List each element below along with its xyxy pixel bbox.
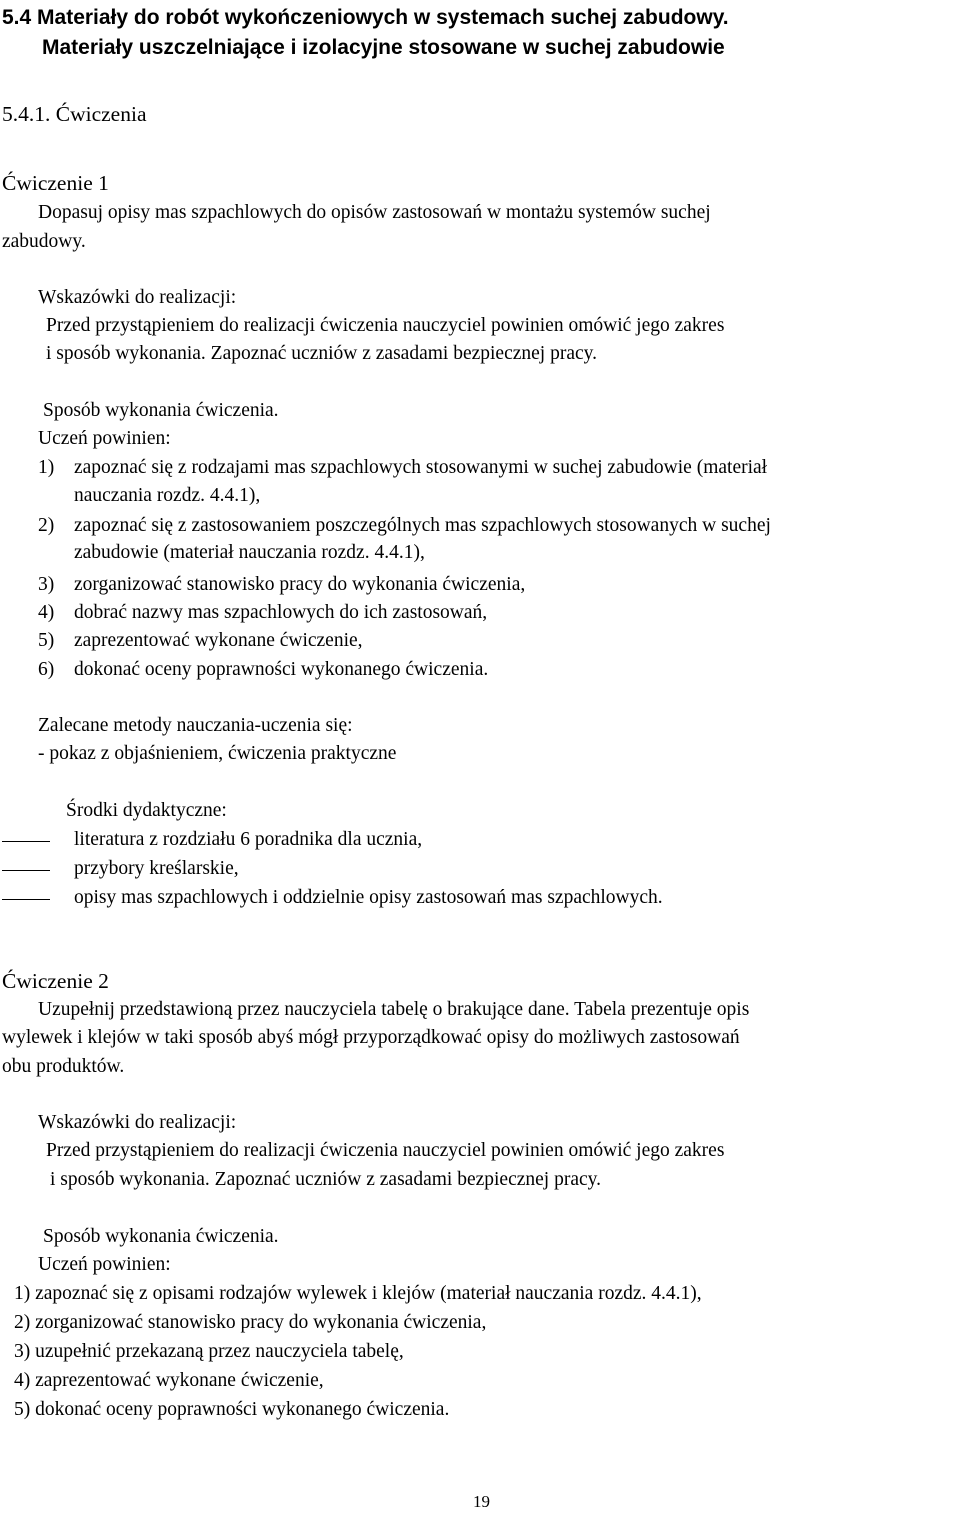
exercise-2-description-cont: obu produktów.: [2, 1056, 125, 1077]
dash-bullet: [2, 899, 50, 900]
list-item-number: 2): [38, 515, 55, 536]
dash-bullet: [2, 870, 50, 871]
list-item: 2) zorganizować stanowisko pracy do wykonania ćwiczenia,: [14, 1312, 487, 1333]
list-item-text-cont: zabudowie (materiał nauczania rozdz. 4.4.1),: [74, 542, 425, 563]
exercise-2-student-label: Uczeń powinien:: [38, 1254, 171, 1275]
exercise-2-method-label: Sposób wykonania ćwiczenia.: [43, 1226, 279, 1247]
list-item: opisy mas szpachlowych i oddzielnie opisy zastosowań mas szpachlowych.: [74, 887, 663, 908]
list-item-text: zorganizować stanowisko pracy do wykonania ćwiczenia,: [74, 574, 526, 595]
list-item-number: 3): [38, 574, 55, 595]
list-item: 1) zapoznać się z opisami rodzajów wylewek i klejów (materiał nauczania rozdz. 4.4.1),: [14, 1283, 702, 1304]
list-item: 5) dokonać oceny poprawności wykonanego ćwiczenia.: [14, 1399, 450, 1420]
exercise-1-methods-value: - pokaz z objaśnieniem, ćwiczenia praktyczne: [38, 743, 397, 764]
list-item-number: 5): [38, 630, 55, 651]
exercise-2-description: Uzupełnij przedstawioną przez nauczyciela tabelę o brakujące dane. Tabela prezentuje opis: [38, 999, 750, 1020]
exercise-2-hints-text: Przed przystąpieniem do realizacji ćwiczenia nauczyciel powinien omówić jego zakres: [46, 1140, 725, 1161]
list-item: 4) zaprezentować wykonane ćwiczenie,: [14, 1370, 324, 1391]
list-item-text: dobrać nazwy mas szpachlowych do ich zastosowań,: [74, 602, 488, 623]
list-item-text: zaprezentować wykonane ćwiczenie,: [74, 630, 363, 651]
exercise-2-description-cont: wylewek i klejów w taki sposób abyś mógł przyporządkować opisy do możliwych zastosowań: [2, 1027, 740, 1048]
page-number: 19: [473, 1492, 490, 1511]
exercise-2-hints-label: Wskazówki do realizacji:: [38, 1112, 237, 1133]
list-item-text: zapoznać się z rodzajami mas szpachlowych stosowanymi w suchej zabudowie (materiał: [74, 457, 768, 478]
exercise-1-hints-label: Wskazówki do realizacji:: [38, 287, 237, 308]
exercise-1-hints-text-cont: i sposób wykonania. Zapoznać uczniów z zasadami bezpiecznej pracy.: [46, 343, 597, 364]
list-item-text: dokonać oceny poprawności wykonanego ćwiczenia.: [74, 659, 489, 680]
subsection-title: 5.4.1. Ćwiczenia: [2, 102, 147, 126]
exercise-1-method-label: Sposób wykonania ćwiczenia.: [43, 400, 279, 421]
list-item: literatura z rozdziału 6 poradnika dla ucznia,: [74, 829, 423, 850]
list-item-text: zapoznać się z zastosowaniem poszczególnych mas szpachlowych stosowanych w suchej: [74, 515, 771, 536]
exercise-1-methods-label: Zalecane metody nauczania-uczenia się:: [38, 715, 353, 736]
exercise-2-hints-text-cont: i sposób wykonania. Zapoznać uczniów z zasadami bezpiecznej pracy.: [50, 1169, 601, 1190]
exercise-1-description: Dopasuj opisy mas szpachlowych do opisów zastosowań w montażu systemów suchej: [38, 202, 711, 223]
section-heading-line-2: Materiały uszczelniające i izolacyjne stosowane w suchej zabudowie: [42, 36, 725, 59]
list-item: 3) uzupełnić przekazaną przez nauczyciela tabelę,: [14, 1341, 404, 1362]
dash-bullet: [2, 841, 50, 842]
list-item: przybory kreślarskie,: [74, 858, 239, 879]
exercise-2-title: Ćwiczenie 2: [2, 969, 109, 993]
list-item-text-cont: nauczania rozdz. 4.4.1),: [74, 485, 261, 506]
section-heading-line-1: 5.4 Materiały do robót wykończeniowych w systemach suchej zabudowy.: [2, 6, 729, 29]
list-item-number: 4): [38, 602, 55, 623]
list-item-number: 6): [38, 659, 55, 680]
list-item-number: 1): [38, 457, 55, 478]
exercise-1-title: Ćwiczenie 1: [2, 171, 109, 195]
exercise-1-hints-text: Przed przystąpieniem do realizacji ćwiczenia nauczyciel powinien omówić jego zakres: [46, 315, 725, 336]
exercise-1-student-label: Uczeń powinien:: [38, 428, 171, 449]
exercise-1-aids-label: Środki dydaktyczne:: [66, 800, 227, 821]
exercise-1-description-cont: zabudowy.: [2, 231, 86, 252]
